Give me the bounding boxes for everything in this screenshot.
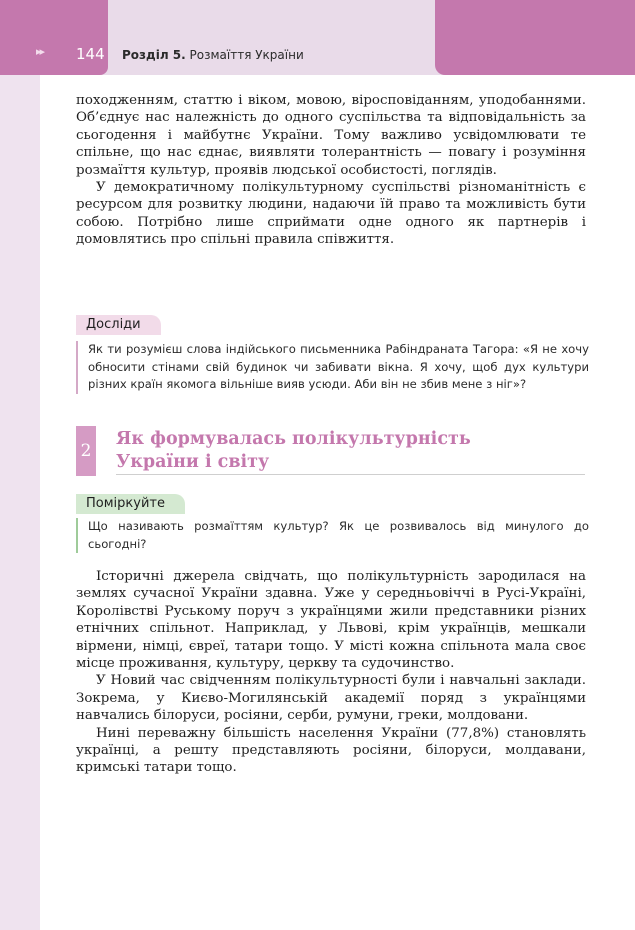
page-header xyxy=(0,0,635,75)
paragraph: У демократичному полікультурному суспільстві різноманітність є ресурсом для розвитку людини, надаючи їй право та можливість бути собою. Потрібно лише сприймати одне одного як партнерів і домовлятись про спільні правила співжиття. xyxy=(76,180,586,248)
explore-box-label: Досліди xyxy=(76,315,161,335)
double-arrow-icon: ▸▸ xyxy=(36,45,44,58)
chapter-name: Розмаїття України xyxy=(189,48,304,62)
section-number: 2 xyxy=(76,426,96,476)
section-title-line: України і світу xyxy=(116,452,270,472)
paragraph: У Новий час свідченням полікультурності були і навчальні заклади. Зокрема, у Києво-Могилянській академії поряд з українцями навчались білоруси, росіяни, серби, румуни, греки, молдовани. xyxy=(76,673,586,724)
header-left-tab xyxy=(0,0,108,75)
paragraph: Нині переважну більшість населення України (77,8%) становлять українці, а решту представляють росіяни, білоруси, молдавани, кримські татари тощо. xyxy=(76,725,586,776)
section-title xyxy=(116,428,471,474)
chapter-label: Розділ 5. xyxy=(122,48,186,62)
main-text xyxy=(76,568,586,777)
think-box-label: Поміркуйте xyxy=(76,494,185,514)
page-number: 144 xyxy=(76,45,105,63)
section-title-line: Як формувалась полікультурність xyxy=(116,429,471,449)
intro-text xyxy=(76,92,586,249)
paragraph: походженням, статтю і віком, мовою, віросповіданням, уподобаннями. Об’єднує нас належність до одного суспільства та відповідальність за сьогодення і майбутнє України. Тому важливо усвідомлювати те спільне, що нас єднає, виявляти толерантність — повагу і розуміння розмаїття культур, проявів людської особистості, поглядів. xyxy=(76,93,586,178)
chapter-title xyxy=(122,48,304,62)
section-divider xyxy=(116,474,585,475)
paragraph: Історичні джерела свідчать, що полікультурність зародилася на землях сучасної України здавна. Уже у середньовіччі в Русі-Україні, Королівстві Руському поруч з українцями жили представники різних етнічних спільнот. Наприклад, у Львові, крім українців, мешкали вірмени, німці, євреї, татари тощо. У місті кожна спільнота мала своє місце проживання, культуру, церкву та судочинство. xyxy=(76,569,586,672)
explore-box-text: Як ти розумієш слова індійського письменника Рабіндраната Тагора: «Я не хочу обносити стінами свій будинок чи забивати вікна. Я хочу, щоб дух культури різних країн якомога вільніше вияв усюди. Аби він не збив мене з ніг»? xyxy=(76,341,589,394)
think-box-text: Що називають розмаїттям культур? Як це розвивалось від минулого до сьогодні? xyxy=(76,518,589,553)
page-side-stripe xyxy=(0,0,40,930)
header-right-tab xyxy=(435,0,635,75)
